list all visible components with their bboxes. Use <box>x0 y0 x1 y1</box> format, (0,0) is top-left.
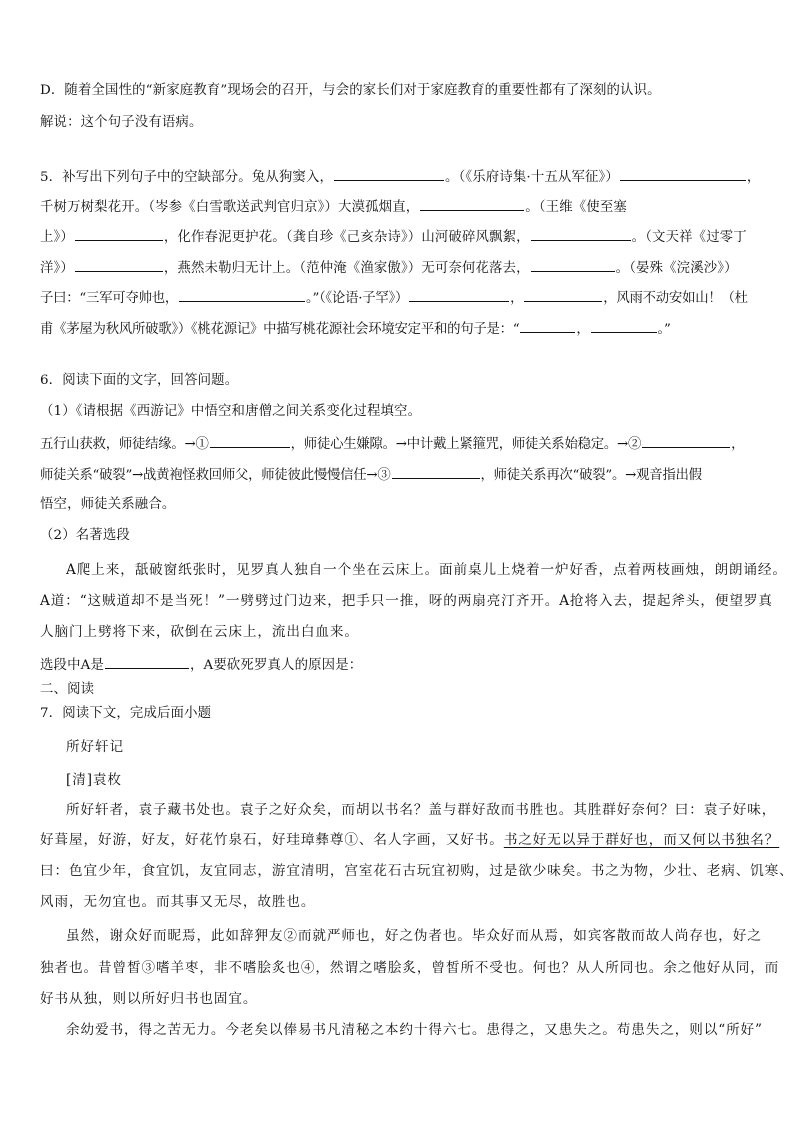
essay-paragraph: 曰：色宜少年，食宜饥，友宜同志，游宜清明，宫室花石古玩宜初购，过是欲少味矣。书之为物，少壮、老病、饥寒、 <box>40 863 794 879</box>
essay-title: 所好轩记 <box>66 739 124 755</box>
excerpt-paragraph: A道：“这贼道却不是当死！”一劈劈过门边来，把手只一推，呀的两扇亮汀齐开。A抢将入去，提起斧头，便望罗真 <box>40 593 773 609</box>
q5-line-5: 子曰：“三军可夺帅也， 。”（《论语·子罕》） ， ，风雨不动安如山！（杜 <box>40 287 766 309</box>
essay-paragraph: 好葺屋，好游，好友，好花竹泉石，好珪璋彝尊①、名人字画，又好书。书之好无以异于群好也，而又何以书独名？ <box>40 832 780 848</box>
essay-author: [清]袁枚 <box>66 772 122 788</box>
answer-blank[interactable] <box>210 433 290 448</box>
answer-blank[interactable] <box>409 287 509 302</box>
q6-line-1: 五行山获救，师徒结缘。→① ，师徒心生嫌隙。→中计戴上紧箍咒，师徒关系始稳定。→② ， <box>40 433 766 455</box>
answer-blank[interactable] <box>520 318 575 333</box>
q5-line-4: 洋》） ，燕然未勒归无计上。（范仲淹《渔家傲》）无可奈何花落去， 。（晏殊《浣溪沙》） <box>40 257 766 279</box>
answer-blank[interactable] <box>524 287 602 302</box>
option-d-text: D．随着全国性的“新家庭教育”现场会的召开，与会的家长们对于家庭教育的重要性都有了深刻的认识。 <box>40 83 661 98</box>
q6-subquestion-2: （2）名著选段 <box>40 528 130 543</box>
q6-line-2: 师徒关系“破裂”→战黄袍怪救回师父，师徒彼此慢慢信任→③ ，师徒关系再次“破裂”。→观音指出假 <box>40 464 766 486</box>
answer-blank[interactable] <box>620 166 746 181</box>
q7-title: 7．阅读下文，完成后面小题 <box>40 706 212 721</box>
excerpt-paragraph: 人脑门上劈将下来，砍倒在云床上，流出白血来。 <box>40 624 359 640</box>
q5-line-1: 5．补写出下列句子中的空缺部分。兔从狗窦入， 。（《乐府诗集·十五从军征》） ， <box>40 166 766 188</box>
essay-paragraph: 所好轩者，袁子藏书处也。袁子之好众矣，而胡以书名？盖与群好敌而书胜也。其胜群好奈何？曰：袁子好味， <box>66 802 777 818</box>
answer-blank[interactable] <box>531 257 615 272</box>
answer-blank[interactable] <box>392 464 480 479</box>
q6-question: 选段中A是 ，A要砍死罗真人的原因是： <box>40 654 766 676</box>
essay-paragraph: 风雨，无勿宜也。而其事又无尽，故胜也。 <box>40 894 316 910</box>
essay-paragraph: 虽然，谢众好而昵焉，此如辞狎友②而就严师也，好之伪者也。毕众好而从焉，如宾客散而故人尚存也，好之 <box>66 928 762 944</box>
answer-blank[interactable] <box>591 318 657 333</box>
q6-line-3: 悟空，师徒关系融合。 <box>40 497 176 512</box>
answer-blank[interactable] <box>75 257 163 272</box>
answer-blank[interactable] <box>334 166 444 181</box>
q6-subquestion-1: （1）《请根据《西游记》中悟空和唐僧之间关系变化过程填空。 <box>40 404 422 419</box>
answer-blank[interactable] <box>420 196 524 211</box>
section-heading: 二、阅读 <box>40 682 95 697</box>
explanation-text: 解说：这个句子没有语病。 <box>40 115 203 130</box>
underlined-sentence: 书之好无以异于群好也，而又何以书独名？ <box>503 832 780 848</box>
answer-blank[interactable] <box>642 433 730 448</box>
answer-blank[interactable] <box>105 654 189 669</box>
excerpt-paragraph: A爬上来，舐破窗纸张时，见罗真人独自一个坐在云床上。面前桌儿上烧着一炉好香，点着两枝画烛，朗朗诵经。 <box>66 562 787 578</box>
essay-paragraph: 好书从独，则以所好归书也固宜。 <box>40 991 258 1007</box>
q5-line-2: 千树万树梨花开。（岑参《白雪歌送武判官归京》）大漠孤烟直， 。（王维《使至塞 <box>40 196 766 218</box>
answer-blank[interactable] <box>531 226 631 241</box>
answer-blank[interactable] <box>179 287 305 302</box>
essay-paragraph: 余幼爱书，得之苦无力。今老矣以俸易书凡清秘之本约十得六七。患得之，又患失之。苟患失之，则以“所好” <box>66 1022 763 1038</box>
essay-paragraph: 独者也。昔曾皙③嗜羊枣，非不嗜脍炙也④，然谓之嗜脍炙，曾皙所不受也。何也？从人所同也。余之他好从同，而 <box>40 960 780 976</box>
q5-line-3: 上》） ，化作春泥更护花。（龚自珍《己亥杂诗》）山河破碎风飘絮， 。（文天祥《过零丁 <box>40 226 766 248</box>
answer-blank[interactable] <box>75 226 163 241</box>
q6-title: 6．阅读下面的文字，回答问题。 <box>40 373 239 388</box>
q5-line-6: 甫《茅屋为秋风所破歌》）《桃花源记》中描写桃花源社会环境安定平和的句子是：“ ， 。” <box>40 318 766 340</box>
